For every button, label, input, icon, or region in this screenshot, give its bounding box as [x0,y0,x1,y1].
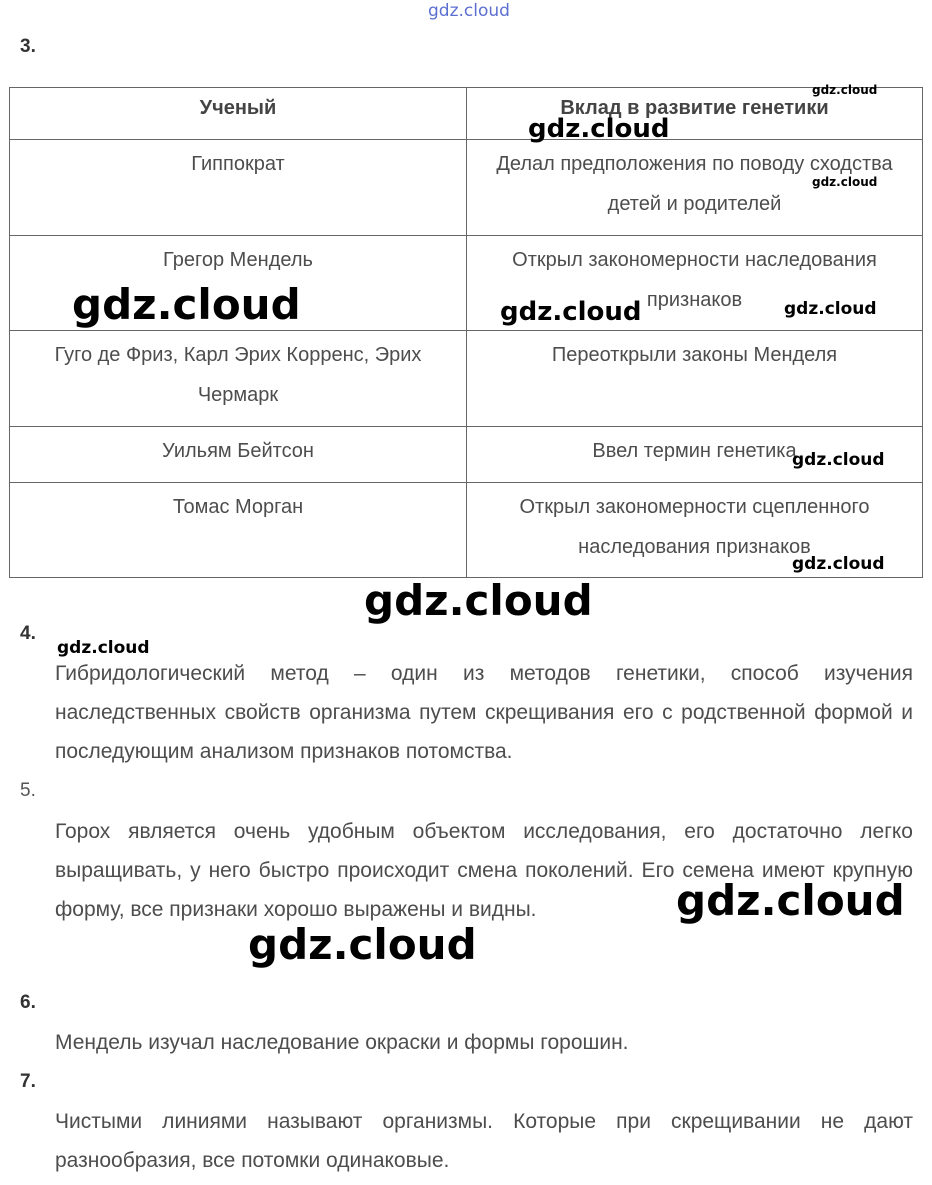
section-6-number: 6. [20,992,36,1013]
section-6-text: Мендель изучал наследование окраски и формы горошин. [55,1031,629,1054]
watermark: gdz.cloud [784,299,877,319]
section-5-text: Горох является очень удобным объектом исследования, его достаточно легко выращивать, у него быстро происходит смена поколений. Его семена имеют крупную форму, все признаки хорошо выражены и видны. [55,820,913,921]
table-row [10,331,923,427]
scientists-table [9,87,923,578]
contribution-cell: Переоткрыли законы Менделя [467,331,923,427]
contribution-cell: Открыл закономерности сцепленного наследования признаков [467,483,923,578]
watermark: gdz.cloud [792,450,885,470]
watermark: gdz.cloud [248,920,477,969]
table-row [10,483,923,578]
contribution-cell: Открыл закономерности наследования признаков [467,236,923,331]
watermark-top: gdz.cloud [428,1,510,21]
table-header-row [10,88,923,140]
watermark: gdz.cloud [792,554,885,574]
scientist-cell: Гиппократ [10,140,467,236]
section-7-text: Чистыми линиями называют организмы. Которые при скрещивании не дают разнообразия, все потомки одинаковые. [55,1110,913,1172]
section-3-number: 3. [20,36,36,57]
section-4-number: 4. [20,623,36,644]
table-row [10,140,923,236]
watermark: gdz.cloud [364,576,593,625]
section-5-number: 5. [20,780,36,801]
watermark: gdz.cloud [528,114,670,144]
section-4-text: Гибридологический метод – один из методов генетики, способ изучения наследственных свойств организма путем скрещивания его с родственной формой и последующим анализом признаков потомства. [55,662,913,763]
watermark: gdz.cloud [812,175,878,189]
contribution-cell: Ввел термин генетика [467,427,923,483]
section-7-number: 7. [20,1071,36,1092]
header-contribution: Вклад в развитие генетики [467,88,923,140]
scientist-cell: Гуго де Фриз, Карл Эрих Корренс, Эрих Чермарк [10,331,467,427]
table-row [10,427,923,483]
header-scientist: Ученый [10,88,467,140]
contribution-cell: Делал предположения по поводу сходства детей и родителей [467,140,923,236]
scientist-cell: Грегор Мендель [10,236,467,331]
watermark: gdz.cloud [500,297,642,327]
watermark: gdz.cloud [676,876,905,925]
watermark: gdz.cloud [57,638,150,658]
watermark: gdz.cloud [72,280,301,329]
scientist-cell: Томас Морган [10,483,467,578]
watermark: gdz.cloud [812,83,878,97]
scientist-cell: Уильям Бейтсон [10,427,467,483]
